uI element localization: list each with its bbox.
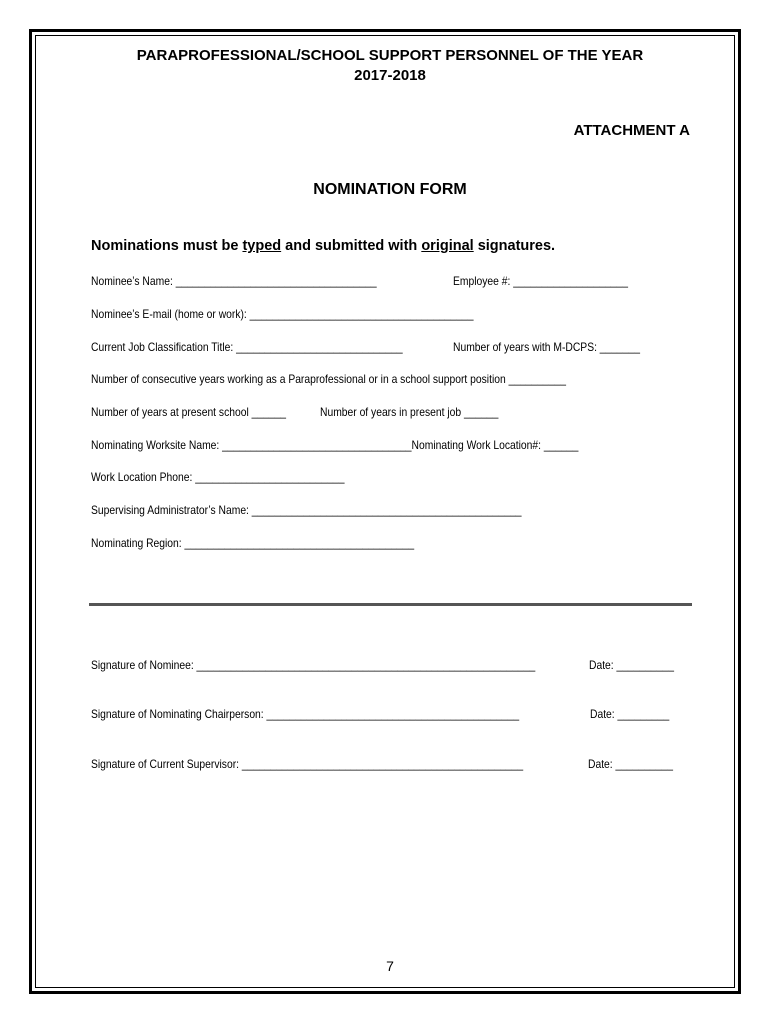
- work-location-phone-field[interactable]: Work Location Phone: __________________________: [91, 470, 345, 484]
- chairperson-date-field[interactable]: Date: _________: [590, 707, 670, 721]
- worksite-name-field[interactable]: Nominating Worksite Name: _________________________________Nominating Work Location#: ______: [91, 438, 579, 452]
- nomination-form-heading: NOMINATION FORM: [313, 181, 467, 198]
- instructions-typed: typed: [242, 238, 282, 254]
- form-title-line1: PARAPROFESSIONAL/SCHOOL SUPPORT PERSONNEL OF THE YEAR: [136, 47, 644, 64]
- instructions-part1: Nominations must be: [91, 238, 243, 254]
- supervisor-date-field[interactable]: Date: __________: [588, 757, 673, 771]
- form-title-year: 2017-2018: [354, 67, 426, 84]
- nominating-region-field[interactable]: Nominating Region: ________________________________________: [91, 536, 415, 550]
- attachment-label: ATTACHMENT A: [573, 122, 690, 139]
- years-mdcps-field[interactable]: Number of years with M-DCPS: _______: [453, 340, 640, 354]
- chairperson-signature-field[interactable]: Signature of Nominating Chairperson: ____________________________________________: [91, 707, 520, 721]
- page-number: 7: [386, 958, 394, 974]
- years-present-school-field[interactable]: Number of years at present school ______: [91, 405, 287, 419]
- instructions-part3: signatures.: [473, 238, 556, 254]
- job-classification-field[interactable]: Current Job Classification Title: _____________________________: [91, 340, 403, 354]
- instructions: [91, 238, 555, 254]
- supervising-administrator-field[interactable]: Supervising Administrator’s Name: _______________________________________________: [91, 503, 522, 517]
- years-present-job-field[interactable]: Number of years in present job ______: [320, 405, 499, 419]
- section-divider: [89, 603, 692, 606]
- nominee-name-field[interactable]: Nominee’s Name: ___________________________________: [91, 274, 377, 288]
- supervisor-signature-field[interactable]: Signature of Current Supervisor: _________________________________________________: [91, 757, 524, 771]
- nominee-email-field[interactable]: Nominee’s E-mail (home or work): _______________________________________: [91, 307, 474, 321]
- nominee-date-field[interactable]: Date: __________: [589, 658, 674, 672]
- consecutive-years-field[interactable]: Number of consecutive years working as a Paraprofessional or in a school support position __________: [91, 372, 567, 386]
- employee-number-field[interactable]: Employee #: ____________________: [453, 274, 629, 288]
- instructions-part2: and submitted with: [281, 238, 422, 254]
- instructions-original: original: [421, 238, 474, 254]
- nominee-signature-field[interactable]: Signature of Nominee: ___________________________________________________________: [91, 658, 536, 672]
